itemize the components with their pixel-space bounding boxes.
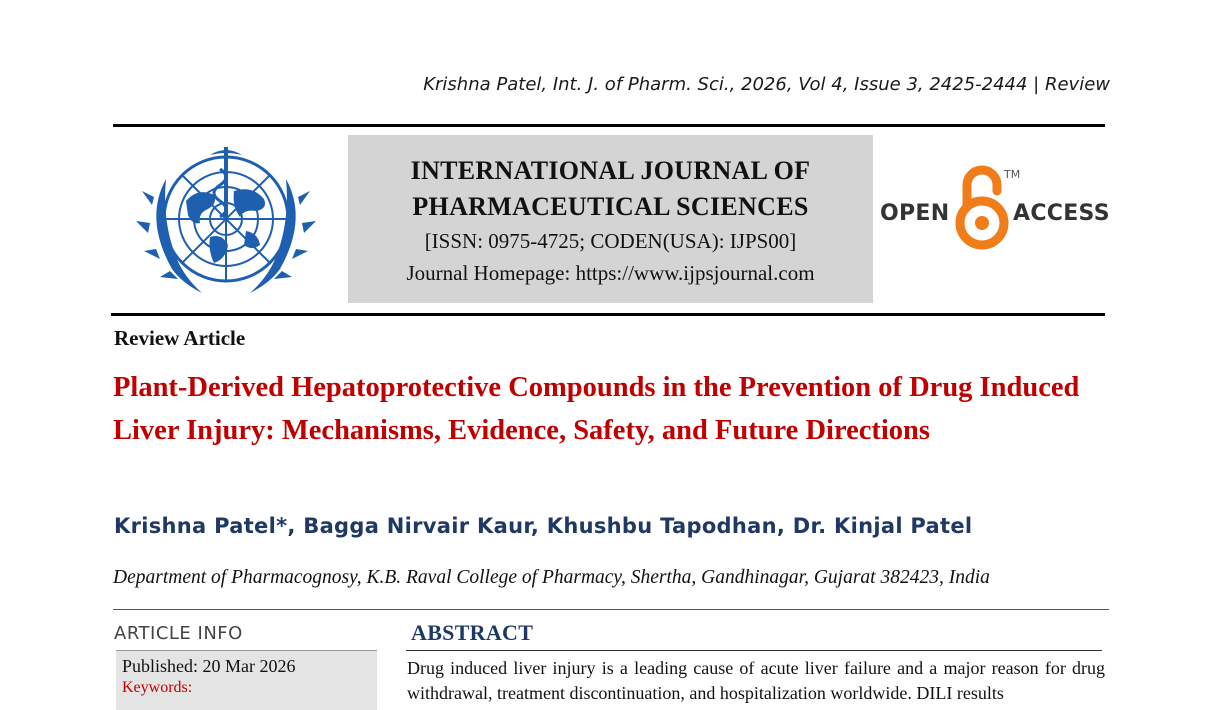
issn-line: [ISSN: 0975-4725; CODEN(USA): IJPS00] — [424, 229, 797, 253]
trademark-mark: TM — [1004, 168, 1021, 181]
article-info-box — [116, 650, 377, 710]
citation-line: Krishna Patel, Int. J. of Pharm. Sci., 2026, Vol 4, Issue 3, 2425-2444 | Review — [423, 74, 1110, 95]
journal-homepage-line[interactable]: Journal Homepage: https://www.ijpsjournal.com — [406, 261, 815, 285]
abstract-text: Drug induced liver injury is a leading cause of acute liver failure and a major reason for drug withdrawal, treatment discontinuation, and hospitalization worldwide. DILI results — [407, 658, 1105, 703]
journal-title-line1: INTERNATIONAL JOURNAL OF — [410, 156, 811, 185]
open-access-word-access: ACCESS — [1013, 201, 1110, 226]
masthead-top-rule — [113, 124, 1105, 127]
abstract-divider — [406, 650, 1102, 651]
author-list: Krishna Patel*, Bagga Nirvair Kaur, Khushbu Tapodhan, Dr. Kinjal Patel — [114, 514, 973, 538]
affiliation-divider — [113, 609, 1109, 610]
article-info-heading: ARTICLE INFO — [114, 623, 243, 644]
journal-title-line2: PHARMACEUTICAL SCIENCES — [412, 192, 809, 221]
published-date: Published: 20 Mar 2026 — [122, 656, 296, 676]
open-access-logo — [880, 165, 1108, 251]
open-access-word-open: OPEN — [880, 201, 950, 226]
keywords-label: Keywords: — [122, 679, 193, 696]
masthead-bottom-rule — [111, 313, 1105, 316]
un-emblem-icon — [126, 139, 326, 305]
author-affiliation: Department of Pharmacognosy, K.B. Raval College of Pharmacy, Shertha, Gandhinagar, Gujarat 382423, India — [113, 567, 990, 588]
open-lock-icon — [953, 165, 1011, 251]
abstract-heading: ABSTRACT — [411, 620, 534, 645]
article-type: Review Article — [114, 326, 246, 350]
article-title: Plant-Derived Hepatoprotective Compounds in the Prevention of Drug Induced Liver Injury: Mechanisms, Evidence, Safety, and Future Directions — [113, 372, 1080, 446]
journal-masthead — [348, 135, 873, 303]
